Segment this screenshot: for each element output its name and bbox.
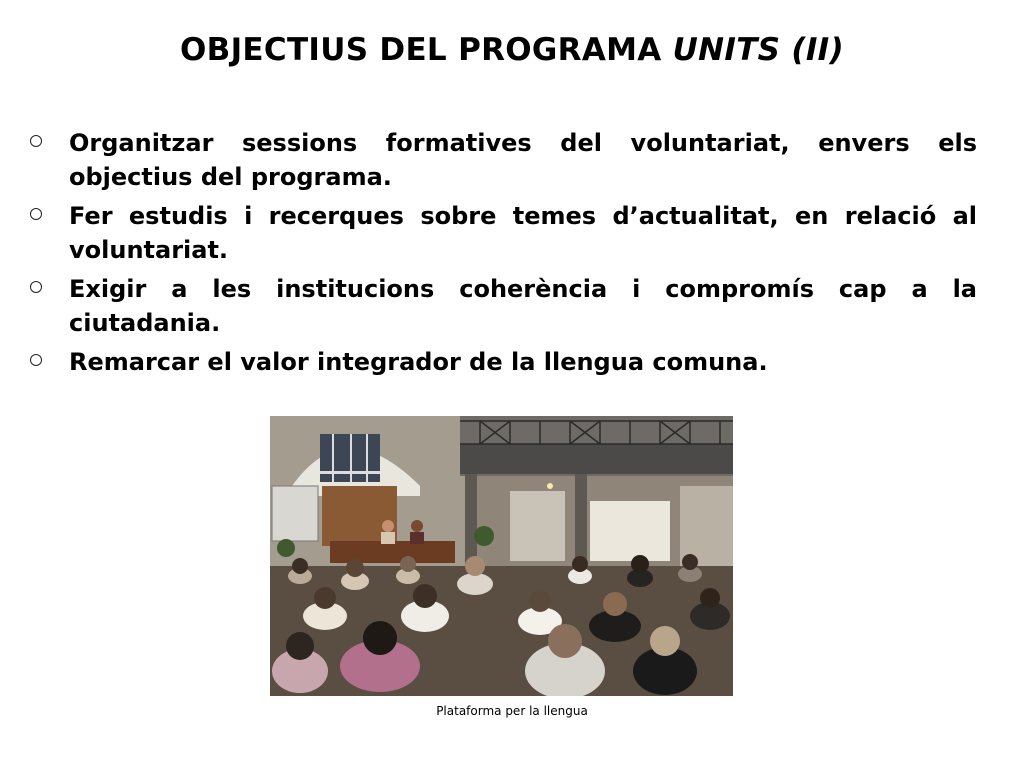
- circle-bullet-icon: [30, 354, 42, 366]
- conference-photo-illustration: [270, 416, 733, 696]
- bullet-text: Fer estudis i recerques sobre temes d’actualitat, en relació al voluntariat.: [69, 202, 977, 264]
- circle-bullet-icon: [30, 135, 42, 147]
- circle-bullet-icon: [30, 208, 42, 220]
- bullet-text: Remarcar el valor integrador de la llengua comuna.: [69, 348, 768, 376]
- bullet-item: [30, 199, 977, 267]
- conference-photo: [270, 416, 733, 696]
- bullet-list: [30, 126, 977, 384]
- bullet-item: [30, 345, 977, 379]
- bullet-text: Exigir a les institucions coherència i compromís cap a la ciutadania.: [69, 275, 977, 337]
- bullet-item: [30, 272, 977, 340]
- photo-caption: Plataforma per la llengua: [436, 704, 588, 718]
- slide-title-italic: UNITS (II): [672, 32, 844, 68]
- bullet-item: [30, 126, 977, 194]
- slide-title-main: OBJECTIUS DEL PROGRAMA: [180, 32, 673, 68]
- bullet-text: Organitzar sessions formatives del voluntariat, envers els objectius del programa.: [69, 129, 977, 191]
- circle-bullet-icon: [30, 281, 42, 293]
- slide-title: [0, 28, 1024, 72]
